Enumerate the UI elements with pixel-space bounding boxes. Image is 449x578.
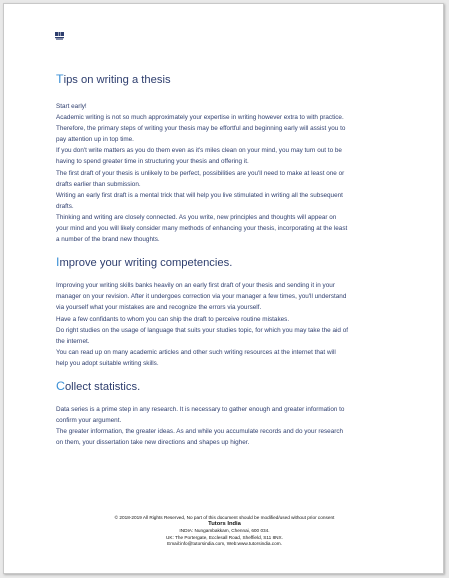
paragraph-line: manager on your revision. After it undergoes correction via your manager a few times, you'll understand (56, 293, 347, 301)
page-footer (4, 514, 445, 548)
section-body-collect (56, 404, 416, 448)
paragraph-line: help you adopt suitable writing skills. (56, 359, 159, 367)
paragraph-line: If you don't write matters as you do them even as it's miles clean on your mind, you may turn out to be (56, 147, 342, 155)
section-heading-tips (56, 72, 416, 87)
paragraph-line: pay attention up in top time. (56, 136, 134, 144)
document-body (56, 68, 416, 448)
paragraph-line: Improving your writing skills banks heavily on an early first draft of your thesis and sending it in your (56, 282, 335, 290)
contact-info: Email:info@tutorsindia.com, Web:www.tutorsindia.com. (167, 541, 282, 547)
section-body-tips (56, 101, 416, 245)
paragraph-line: Data series is a prime step in any research. It is necessary to gather enough and greater information to (56, 405, 345, 413)
paragraph-line: Thinking and writing are closely connected. As you write, new principles and thoughts will appear on (56, 213, 337, 221)
paragraph-line: drafts earlier than submission. (56, 180, 141, 188)
paragraph-line: drafts. (56, 202, 74, 210)
document-page (3, 3, 444, 574)
heading-text: mprove your writing competencies. (59, 257, 233, 270)
paragraph-line: on them, your dissertation take new directions and shapes up higher. (56, 439, 250, 447)
heading-initial: I (56, 255, 60, 270)
section-body-improve (56, 280, 416, 369)
company-name: Tutors India (208, 521, 241, 527)
heading-initial: T (56, 72, 64, 86)
paragraph-line: confirm your argument. (56, 417, 122, 425)
section-heading-collect (56, 379, 416, 394)
address-uk: UK: The Portergate, Ecclesall Road, Sheffield, S11 8NX. (166, 534, 283, 540)
paragraph-line: your mind and you will likely consider many methods of enhancing your thesis, incorporating at the least (56, 225, 348, 233)
paragraph-line: a number of the brand new thoughts. (56, 236, 160, 244)
section-heading-improve (56, 255, 416, 270)
address-india: INDIA: Nungambakkam, Chennai, 600 034. (179, 528, 270, 533)
paragraph-line: The greater information, the greater ideas. As and while you accumulate records and do your research (56, 428, 344, 436)
paragraph-line: The first draft of your thesis is unlikely to be perfect, possibilities are you'll need to make at least one or (56, 169, 345, 177)
heading-text: ollect statistics. (64, 380, 141, 393)
tutors-india-logo-icon (55, 32, 64, 40)
paragraph-line: Academic writing is not so much approximately your expertise in writing however extra to with practice. (56, 114, 344, 122)
paragraph-line: the internet. (56, 337, 90, 345)
paragraph-line: Have a few confidants to whom you can ship the draft to perceive routine mistakes. (56, 315, 290, 323)
copyright-notice: © 2018-2019 All Rights Reserved, No part of this document should be modified/used without prior consent (114, 515, 335, 520)
heading-initial: C (56, 378, 65, 393)
paragraph-line: Therefore, the primary steps of writing your thesis may be effortful and beginning early will assist you to (56, 125, 346, 133)
heading-text: ips on writing a thesis (63, 74, 171, 86)
paragraph-line: having to spend greater time in structuring your thesis and offering it. (56, 158, 249, 166)
paragraph-line: Start early! (56, 103, 87, 110)
paragraph-line: via yourself what your mistakes are and recognize the errors via yourself. (56, 304, 262, 312)
paragraph-line: Do right studies on the usage of language that suits your studies topic, for which you may take the aid of (56, 326, 348, 334)
paragraph-line: Writing an early first draft is a mental trick that will help you live stimulated in writing all the subsequent (56, 191, 343, 199)
paragraph-line: You can read up on many academic articles and other such writing resources at the internet that will (56, 348, 336, 356)
